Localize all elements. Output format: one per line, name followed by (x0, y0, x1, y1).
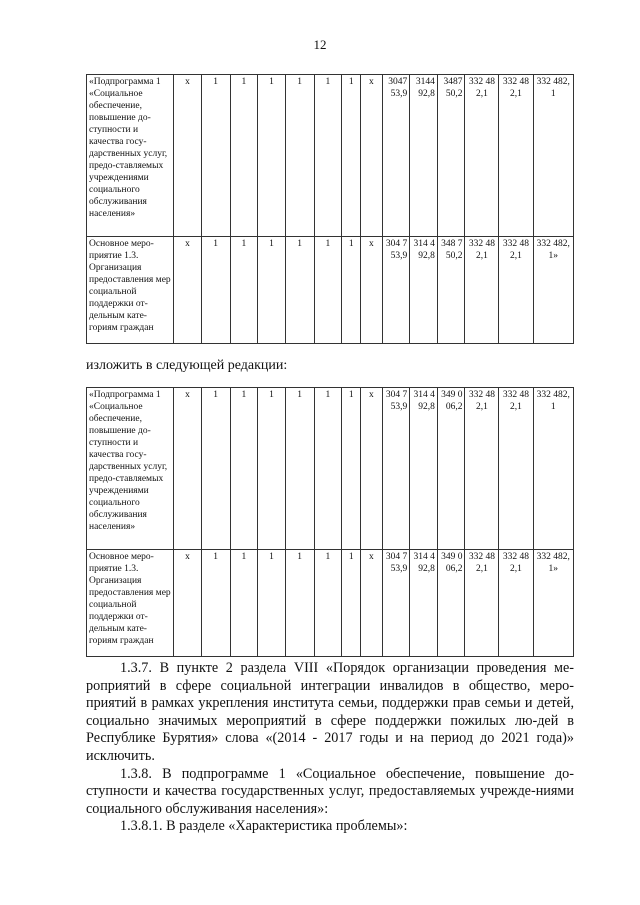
cell: 332 482,1 (465, 388, 499, 550)
cell: 1 (342, 75, 361, 237)
cell: 349 006,2 (437, 550, 465, 657)
cell: 1 (285, 237, 314, 344)
paragraph-1-3-7: 1.3.7. В пункте 2 раздела VIII «Порядок организации проведения ме-роприятий в сфере социальной интеграции инвалидов в общество, меро-приятий в рамках укрепления института семьи, поддержки прав семьи и детей, социально значимых мероприятий в сфере поддержки пожилых лю-дей в Республике Бурятия» слова «(2014 - 2017 годы и на период до 2021 года)» исключить. (86, 660, 574, 764)
cell: 304 753,9 (382, 388, 410, 550)
cell: 1 (314, 550, 342, 657)
paragraph-1-3-8-1: 1.3.8.1. В разделе «Характеристика проблемы»: (120, 818, 408, 835)
cell: 332 482,1 (499, 388, 533, 550)
cell: 1 (258, 75, 286, 237)
row-name: Основное меро-приятие 1.3. Организация предоставления мер социальной поддержки от-дельным кате-гориям граждан (87, 237, 174, 344)
amendment-instruction: изложить в следующей редакции: (86, 358, 288, 373)
cell: х (174, 388, 202, 550)
cell: 1 (285, 388, 314, 550)
cell: х (174, 550, 202, 657)
cell: 332 482,1 (465, 75, 499, 237)
cell: 314 492,8 (410, 388, 438, 550)
cell: 332 482,1» (533, 237, 574, 344)
paragraph-1-3-8: 1.3.8. В подпрограмме 1 «Социальное обеспечение, повышение до-ступности и качества государственных услуг, предоставляемых учрежде-ниями социального обслуживания населения»: (86, 765, 574, 817)
cell: 1 (201, 75, 230, 237)
cell: х (361, 75, 382, 237)
page-number: 12 (313, 37, 327, 52)
cell: 1 (314, 75, 342, 237)
cell: х (361, 388, 382, 550)
cell: 1 (230, 237, 258, 344)
row-name: «Подпрограмма 1 «Социальное обеспечение, повышение до-ступности и качества госу-дарственных услуг, предо-ставляемых учреждениями социального обслуживания населения» (87, 75, 174, 237)
cell: 349 006,2 (437, 388, 465, 550)
cell: 1 (201, 550, 230, 657)
cell: 1 (285, 550, 314, 657)
table-row (87, 237, 574, 344)
cell: 1 (230, 75, 258, 237)
cell: 314 492,8 (410, 550, 438, 657)
table-row (87, 388, 574, 550)
cell: 348 750,2 (437, 237, 465, 344)
cell: 332 482,1 (499, 75, 533, 237)
cell: 348750,2 (437, 75, 465, 237)
cell: х (361, 237, 382, 344)
cell: 1 (201, 237, 230, 344)
cell: 332 482,1 (533, 388, 574, 550)
cell: 1 (342, 237, 361, 344)
cell: 332 482,1» (533, 550, 574, 657)
cell: 1 (201, 388, 230, 550)
row-name: «Подпрограмма 1 «Социальное обеспечение, повышение до-ступности и качества госу-дарственных услуг, предо-ставляемых учреждениями социального обслуживания населения» (87, 388, 174, 550)
cell: 314 492,8 (410, 237, 438, 344)
cell: 314492,8 (410, 75, 438, 237)
cell: 332 482,1 (465, 550, 499, 657)
cell: 1 (258, 237, 286, 344)
cell: 1 (230, 550, 258, 657)
cell: 332 482,1 (533, 75, 574, 237)
cell: 332 482,1 (499, 237, 533, 344)
cell: 1 (258, 388, 286, 550)
cell: 304 753,9 (382, 550, 410, 657)
table-old (86, 74, 574, 344)
cell: 304 753,9 (382, 237, 410, 344)
cell: 1 (314, 388, 342, 550)
cell: 1 (342, 550, 361, 657)
table-row (87, 75, 574, 237)
cell: 1 (285, 75, 314, 237)
table-row (87, 550, 574, 657)
cell: 332 482,1 (499, 550, 533, 657)
cell: 1 (258, 550, 286, 657)
cell: 1 (342, 388, 361, 550)
cell: х (174, 237, 202, 344)
cell: 304753,9 (382, 75, 410, 237)
cell: 332 482,1 (465, 237, 499, 344)
cell: х (174, 75, 202, 237)
body-text (86, 660, 574, 836)
row-name: Основное меро-приятие 1.3. Организация предоставления мер социальной поддержки от-дельным кате-гориям граждан (87, 550, 174, 657)
cell: 1 (230, 388, 258, 550)
cell: 1 (314, 237, 342, 344)
table-new (86, 387, 574, 657)
cell: х (361, 550, 382, 657)
